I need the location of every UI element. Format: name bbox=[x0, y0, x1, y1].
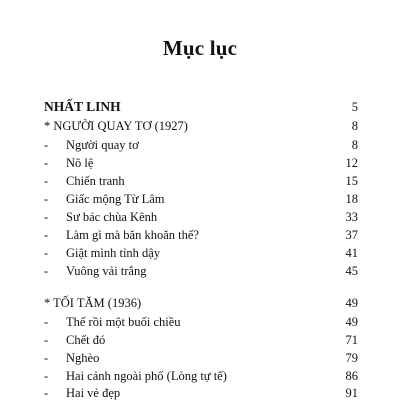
toc-page-number: 45 bbox=[345, 264, 358, 278]
toc-item-row bbox=[0, 154, 400, 172]
toc-dash: - bbox=[44, 386, 49, 400]
toc-item-row bbox=[0, 262, 400, 280]
toc-entry-text: Vuông vải trắng bbox=[66, 264, 147, 278]
toc-page-number: 15 bbox=[345, 174, 358, 188]
toc-page-number: 18 bbox=[345, 192, 358, 206]
toc-page-number: 33 bbox=[345, 210, 358, 224]
toc-entry-text: Thế rồi một buổi chiều bbox=[66, 315, 181, 329]
toc-entry-text: Sư bác chùa Kênh bbox=[66, 210, 158, 224]
toc-dash: - bbox=[44, 315, 49, 329]
toc-entry-text: Hai vẻ đẹp bbox=[66, 386, 121, 400]
toc-entry-text: Làm gì mà băn khoăn thế? bbox=[66, 228, 199, 242]
toc-section-row bbox=[0, 294, 400, 312]
toc-entry-text: Nô lệ bbox=[66, 156, 94, 170]
toc-item-row bbox=[0, 172, 400, 190]
toc-entry-text: Chiến tranh bbox=[66, 174, 125, 188]
toc-item-row bbox=[0, 190, 400, 208]
toc-page-number: 5 bbox=[351, 100, 358, 114]
toc-page-number: 79 bbox=[345, 351, 358, 365]
toc-page-number: 8 bbox=[351, 119, 358, 133]
toc-dash: - bbox=[44, 351, 49, 365]
toc-item-row bbox=[0, 349, 400, 367]
toc-dash: - bbox=[44, 246, 49, 260]
toc-dash: - bbox=[44, 369, 49, 383]
toc-page-number: 71 bbox=[345, 333, 358, 347]
toc-entry-text: * TỐI TĂM (1936) bbox=[44, 296, 142, 310]
toc-dash: - bbox=[44, 210, 49, 224]
toc-dash: - bbox=[44, 333, 49, 347]
toc-entry-text: Người quay tơ bbox=[66, 138, 139, 152]
toc-dash: - bbox=[44, 228, 49, 242]
toc-page-number: 49 bbox=[345, 315, 358, 329]
toc-item-row bbox=[0, 313, 400, 331]
toc-entry-text: * NGƯỜI QUAY TƠ (1927) bbox=[44, 119, 188, 133]
toc-entry-text: Nghèo bbox=[66, 351, 100, 365]
toc-dash: - bbox=[44, 174, 49, 188]
toc-page-number: 37 bbox=[345, 228, 358, 242]
toc-page-number: 8 bbox=[351, 138, 358, 152]
toc-item-row bbox=[0, 208, 400, 226]
toc-page-number: 41 bbox=[345, 246, 358, 260]
toc-page-number: 49 bbox=[345, 296, 358, 310]
toc-item-row bbox=[0, 367, 400, 385]
page-title: Mục lục bbox=[162, 36, 238, 60]
toc-entry-text: NHẤT LINH bbox=[44, 99, 121, 114]
toc-item-row bbox=[0, 226, 400, 244]
toc-dash: - bbox=[44, 156, 49, 170]
toc-item-row bbox=[0, 136, 400, 154]
toc-entry-text: Giật mình tỉnh dậy bbox=[66, 246, 161, 260]
toc-item-row bbox=[0, 331, 400, 349]
toc-dash: - bbox=[44, 192, 49, 206]
toc-item-row bbox=[0, 384, 400, 402]
toc-item-row bbox=[0, 244, 400, 262]
toc-entry-text: Hai cảnh ngoài phố (Lòng tự tế) bbox=[66, 369, 227, 383]
toc-dash: - bbox=[44, 264, 49, 278]
toc-page-number: 91 bbox=[345, 386, 358, 400]
toc-entry-text: Chết đó bbox=[66, 333, 106, 347]
toc-entry-text: Giấc mộng Từ Lâm bbox=[66, 192, 165, 206]
toc-section-row bbox=[0, 117, 400, 135]
toc-page-number: 12 bbox=[345, 156, 358, 170]
toc-page-number: 86 bbox=[345, 369, 358, 383]
toc-dash: - bbox=[44, 138, 49, 152]
toc-author-row bbox=[0, 98, 400, 116]
